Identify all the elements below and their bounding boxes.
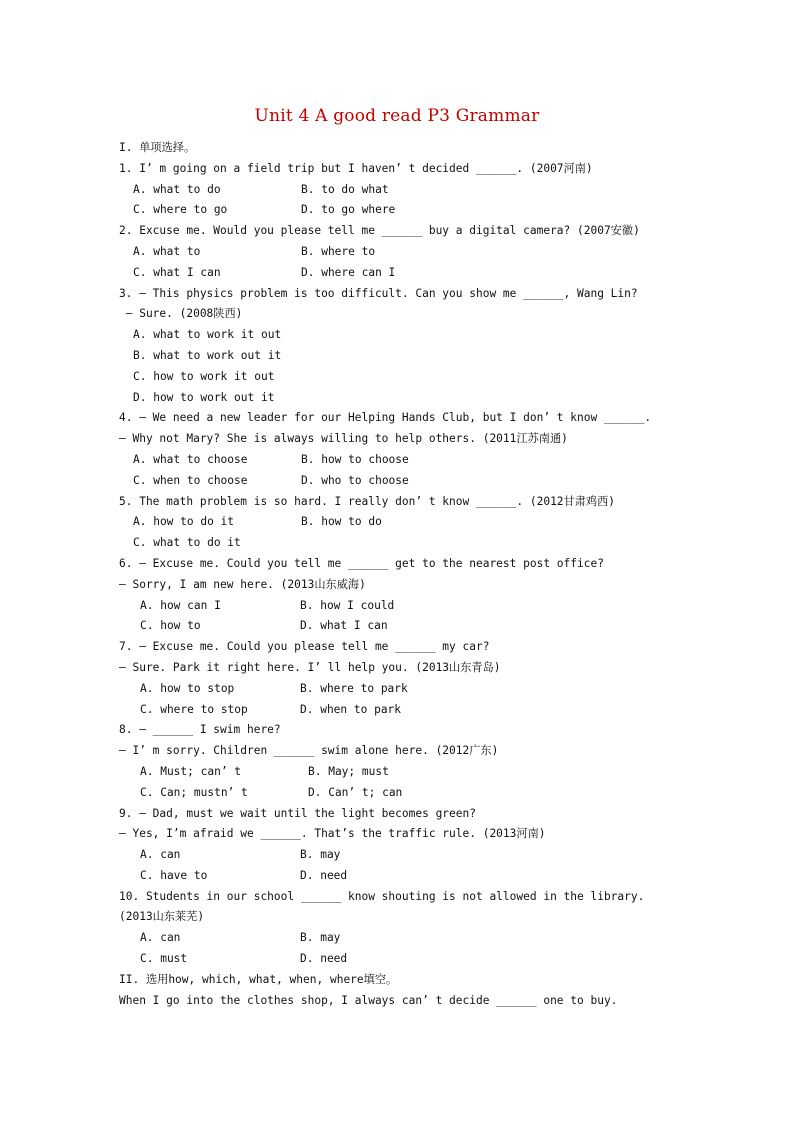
question-stem-continued: — Yes, I’m afraid we ______. That’s the traffic rule. (2013河南) xyxy=(119,827,546,841)
option-row xyxy=(119,388,689,409)
question-stem-continued: — Sure. (2008陕西) xyxy=(119,307,243,321)
answer-option: B. to do what xyxy=(301,182,389,196)
answer-option: D. Can’ t; can xyxy=(308,785,403,799)
answer-option: A. can xyxy=(140,848,181,862)
option-row xyxy=(119,845,689,866)
question-stem: 2. Excuse me. Would you please tell me ______ buy a digital camera? (2007安徽) xyxy=(119,224,640,238)
question-stem: 1. I’ m going on a field trip but I haven’ t decided ______. (2007河南) xyxy=(119,161,593,175)
question-stem-continued: — Sorry, I am new here. (2013山东威海) xyxy=(119,577,366,591)
option-row xyxy=(119,596,689,617)
question-stem: 4. — We need a new leader for our Helping Hands Club, but I don’ t know ______. xyxy=(119,411,652,425)
answer-option: A. what to work it out xyxy=(133,328,282,342)
question xyxy=(119,221,689,283)
option-row xyxy=(119,783,689,804)
document-body xyxy=(119,138,689,1011)
document-title: Unit 4 A good read P3 Grammar xyxy=(254,106,540,126)
question xyxy=(119,408,689,491)
answer-option: D. when to park xyxy=(300,702,402,716)
option-row xyxy=(119,367,689,388)
question xyxy=(119,720,689,803)
option-row xyxy=(119,512,689,533)
question-stem-continued: — Why not Mary? She is always willing to help others. (2011江苏南通) xyxy=(119,432,568,446)
answer-option: A. what to xyxy=(133,244,201,258)
question-stem-continued: — I’ m sorry. Children ______ swim alone here. (2012广东) xyxy=(119,744,499,758)
answer-option: C. Can; mustn’ t xyxy=(140,785,248,799)
question-stem: 3. — This physics problem is too difficult. Can you show me ______, Wang Lin? xyxy=(119,286,638,300)
question-stem: 10. Students in our school ______ know shouting is not allowed in the library. xyxy=(119,889,645,903)
option-row xyxy=(119,949,689,970)
answer-option: C. how to xyxy=(140,619,201,633)
option-row xyxy=(119,679,689,700)
option-row xyxy=(119,928,689,949)
answer-option: A. what to do xyxy=(133,182,221,196)
answer-option: C. how to work it out xyxy=(133,369,275,383)
answer-option: D. who to choose xyxy=(301,473,409,487)
answer-option: C. when to choose xyxy=(133,473,248,487)
option-row xyxy=(119,533,689,554)
answer-option: A. Must; can’ t xyxy=(140,764,242,778)
answer-option: B. may xyxy=(300,931,341,945)
answer-option: B. May; must xyxy=(308,764,389,778)
question-stem: 6. — Excuse me. Could you tell me ______ get to the nearest post office? xyxy=(119,556,604,570)
option-row xyxy=(119,346,689,367)
option-row xyxy=(119,762,689,783)
section-heading-2: II. 选用how, which, what, when, where填空。 xyxy=(119,972,398,986)
option-row xyxy=(119,450,689,471)
option-row xyxy=(119,471,689,492)
answer-option: A. how to stop xyxy=(140,681,235,695)
answer-option: C. what to do it xyxy=(133,536,241,550)
question-stem-continued: — Sure. Park it right here. I’ ll help you. (2013山东青岛) xyxy=(119,660,501,674)
answer-option: A. how can I xyxy=(140,598,221,612)
question-stem: 7. — Excuse me. Could you please tell me ______ my car? xyxy=(119,640,490,654)
option-row xyxy=(119,180,689,201)
answer-option: B. what to work out it xyxy=(133,348,282,362)
answer-option: C. where to go xyxy=(133,203,228,217)
option-row xyxy=(119,325,689,346)
answer-option: C. must xyxy=(140,952,188,966)
question xyxy=(119,637,689,720)
answer-option: A. how to do it xyxy=(133,515,235,529)
option-row xyxy=(119,200,689,221)
answer-option: D. how to work out it xyxy=(133,390,275,404)
fill-in-sentence: When I go into the clothes shop, I always can’ t decide ______ one to buy. xyxy=(119,993,618,1007)
question xyxy=(119,554,689,637)
option-row xyxy=(119,616,689,637)
answer-option: C. what I can xyxy=(133,265,221,279)
answer-option: B. where to xyxy=(301,244,376,258)
answer-option: B. where to park xyxy=(300,681,408,695)
question xyxy=(119,284,689,409)
section-heading-1: I. 单项选择。 xyxy=(119,141,196,154)
question xyxy=(119,804,689,887)
question-stem: 9. — Dad, must we wait until the light becomes green? xyxy=(119,806,476,820)
answer-option: B. may xyxy=(300,848,341,862)
option-row xyxy=(119,866,689,887)
answer-option: D. what I can xyxy=(300,619,388,633)
answer-option: D. to go where xyxy=(301,203,396,217)
answer-option: B. how to choose xyxy=(301,452,409,466)
question xyxy=(119,159,689,221)
question-stem: 5. The math problem is so hard. I really don’ t know ______. (2012甘肃鸡西) xyxy=(119,494,616,508)
answer-option: B. how to do xyxy=(301,515,382,529)
answer-option: C. have to xyxy=(140,868,208,882)
question xyxy=(119,492,689,554)
option-row xyxy=(119,242,689,263)
answer-option: D. need xyxy=(300,868,348,882)
answer-option: A. what to choose xyxy=(133,452,248,466)
answer-option: C. where to stop xyxy=(140,702,248,716)
question-stem: 8. — ______ I swim here? xyxy=(119,723,281,737)
answer-option: D. where can I xyxy=(301,265,396,279)
question-stem-continued: (2013山东莱芜) xyxy=(119,910,205,924)
option-row xyxy=(119,700,689,721)
answer-option: D. need xyxy=(300,952,348,966)
question xyxy=(119,887,689,970)
answer-option: B. how I could xyxy=(300,598,395,612)
question-list xyxy=(119,159,689,970)
option-row xyxy=(119,263,689,284)
answer-option: A. can xyxy=(140,931,181,945)
